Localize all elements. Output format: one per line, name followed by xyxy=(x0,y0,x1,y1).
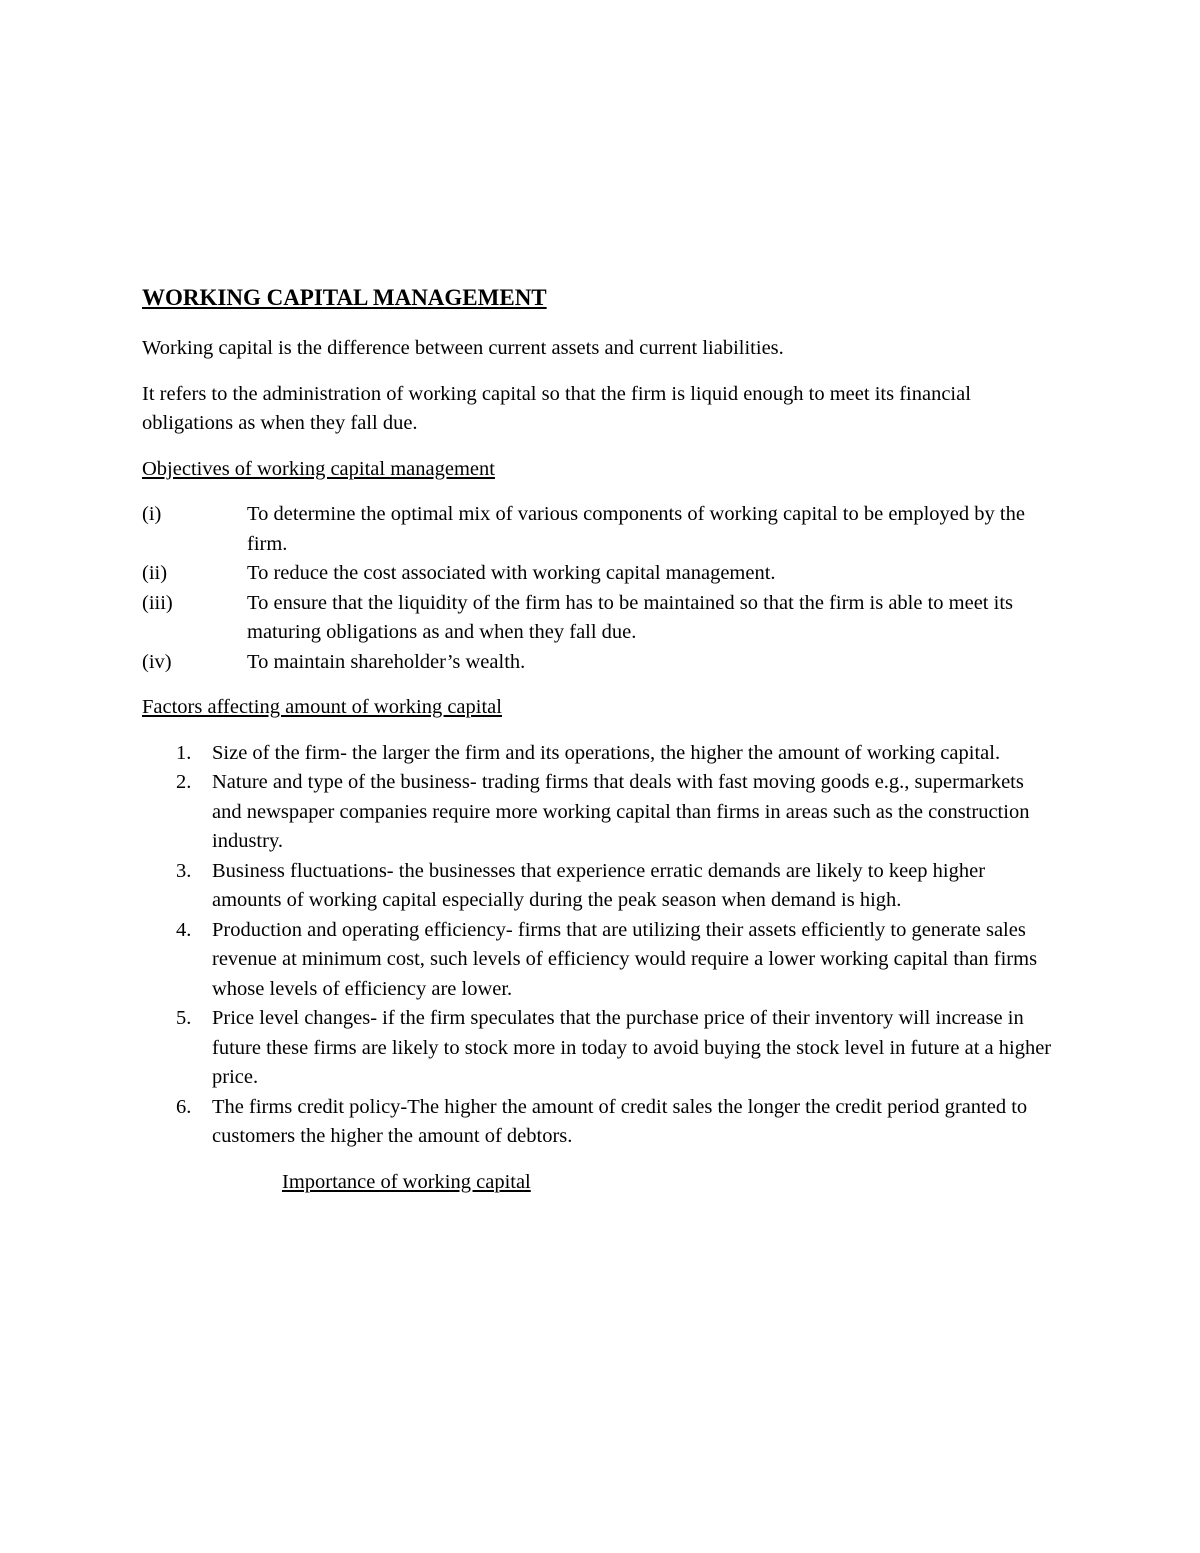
list-item-text: To ensure that the liquidity of the firm has to be maintained so that the firm is able to meet its maturing obligations as and when they fall due. xyxy=(247,591,1013,643)
list-item-text: Nature and type of the business- trading firms that deals with fast moving goods e.g., supermarkets and newspaper companies require more working capital than firms in areas such as the construction industry. xyxy=(212,771,1030,852)
list-item-text: Business fluctuations- the businesses that experience erratic demands are likely to keep higher amounts of working capital especially during the peak season when demand is high. xyxy=(212,859,986,911)
document-title: WORKING CAPITAL MANAGEMENT xyxy=(142,285,547,310)
factors-heading: Factors affecting amount of working capital xyxy=(142,696,502,718)
objectives-list xyxy=(142,500,1057,677)
list-item xyxy=(142,1093,1057,1152)
list-item xyxy=(142,648,1057,678)
list-marker: 5. xyxy=(176,1007,192,1029)
list-marker: (iv) xyxy=(142,650,172,673)
list-item xyxy=(142,1004,1057,1093)
list-item-text: To determine the optimal mix of various components of working capital to be employed by the firm. xyxy=(247,503,1025,555)
list-item-text: To reduce the cost associated with working capital management. xyxy=(247,562,776,584)
list-item-text: The firms credit policy-The higher the amount of credit sales the longer the credit period granted to customers the higher the amount of debtors. xyxy=(212,1095,1028,1147)
list-item xyxy=(142,739,1057,769)
list-marker: (i) xyxy=(142,503,162,525)
document-body xyxy=(142,282,1057,1197)
list-marker: (ii) xyxy=(142,562,168,584)
list-item xyxy=(142,559,1057,589)
list-item-text: Price level changes- if the firm speculates that the purchase price of their inventory will increase in future these firms are likely to stock more in today to avoid buying the stock level in future at a higher price. xyxy=(212,1007,1052,1088)
list-marker: 1. xyxy=(176,741,192,764)
list-marker: (iii) xyxy=(142,591,173,614)
list-item xyxy=(142,857,1057,916)
list-item-text: Production and operating efficiency- firms that are utilizing their assets efficiently to generate sales revenue at minimum cost, such levels of efficiency would require a lower working capital than firms whose levels of efficiency are lower. xyxy=(212,918,1038,1000)
list-item xyxy=(142,500,1057,559)
importance-heading: Importance of working capital xyxy=(282,1170,531,1193)
list-marker: 3. xyxy=(176,859,192,882)
list-item xyxy=(142,916,1057,1005)
description-paragraph: It refers to the administration of working capital so that the firm is liquid enough to meet its financial obligations as when they fall due. xyxy=(142,382,971,434)
list-marker: 6. xyxy=(176,1095,192,1118)
list-marker: 4. xyxy=(176,918,192,941)
factors-list xyxy=(142,739,1057,1152)
objectives-heading: Objectives of working capital management xyxy=(142,457,495,480)
definition-paragraph: Working capital is the difference between current assets and current liabilities. xyxy=(142,337,784,359)
list-item xyxy=(142,768,1057,857)
list-item-text: Size of the firm- the larger the firm and its operations, the higher the amount of working capital. xyxy=(212,741,1001,764)
list-item-text: To maintain shareholder’s wealth. xyxy=(247,650,526,673)
list-marker: 2. xyxy=(176,771,192,793)
list-item xyxy=(142,589,1057,648)
